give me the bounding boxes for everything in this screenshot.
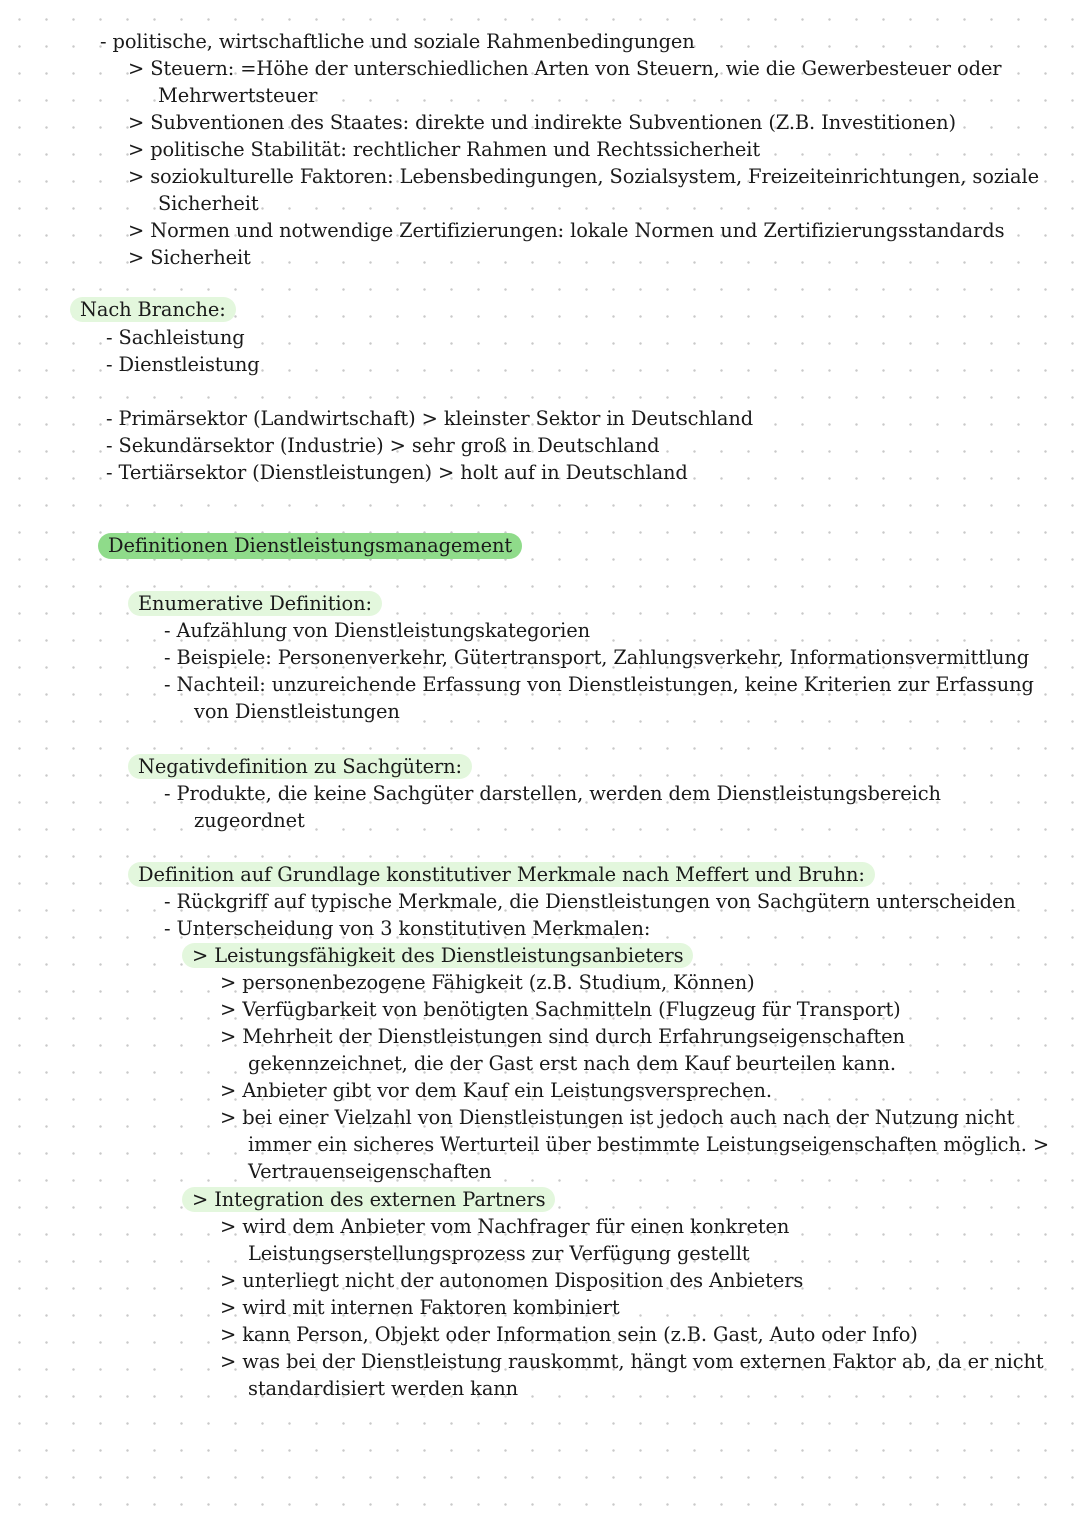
- rahmen-item: > politische Stabilität: rechtlicher Rahmen und Rechtssicherheit: [128, 138, 761, 161]
- merkmal1-item: gekennzeichnet, die der Gast erst nach dem Kauf beurteilen kann.: [248, 1052, 896, 1075]
- merkmal1-item: Vertrauenseigenschaften: [248, 1160, 492, 1183]
- definitionen-heading: [108, 532, 522, 559]
- enumerative-heading-text: Enumerative Definition:: [128, 591, 382, 616]
- definitionen-heading-text: Definitionen Dienstleistungsmanagement: [98, 533, 522, 559]
- konstitutiv-item: - Unterscheidung von 3 konstitutiven Merkmalen:: [164, 917, 651, 940]
- merkmal1-item: > Verfügbarkeit von benötigten Sachmitteln (Flugzeug für Transport): [220, 998, 901, 1021]
- negativ-item: - Produkte, die keine Sachgüter darstellen, werden dem Dienstleistungsbereich: [164, 782, 941, 805]
- enumerative-item: - Aufzählung von Dienstleistungskategorien: [164, 619, 591, 642]
- merkmal2-item: > wird dem Anbieter vom Nachfrager für einen konkreten: [220, 1215, 790, 1238]
- rahmen-item: Sicherheit: [158, 192, 259, 215]
- sector-item: - Tertiärsektor (Dienstleistungen) > holt auf in Deutschland: [106, 461, 688, 484]
- branche-heading-text: Nach Branche:: [70, 297, 236, 322]
- merkmal1-item: > personenbezogene Fähigkeit (z.B. Studium, Können): [220, 971, 755, 994]
- konstitutiv-heading: [138, 861, 875, 888]
- enumerative-item: - Nachteil: unzureichende Erfassung von Dienstleistungen, keine Kriterien zur Erfassung: [164, 673, 1034, 696]
- merkmal1-item: > bei einer Vielzahl von Dienstleistungen ist jedoch auch nach der Nutzung nicht: [220, 1106, 1015, 1129]
- branche-item: - Sachleistung: [106, 326, 245, 349]
- konstitutiv-heading-text: Definition auf Grundlage konstitutiver Merkmale nach Meffert und Bruhn:: [128, 862, 875, 887]
- enumerative-item: von Dienstleistungen: [194, 700, 400, 723]
- merkmal2-label-text: > Integration des externen Partners: [182, 1187, 555, 1212]
- negativ-item: zugeordnet: [194, 809, 305, 832]
- enumerative-heading: [138, 590, 382, 617]
- branche-heading: [80, 296, 236, 323]
- merkmal2-item: Leistungserstellungsprozess zur Verfügung gestellt: [248, 1242, 750, 1265]
- negativ-heading-text: Negativdefinition zu Sachgütern:: [128, 754, 472, 779]
- merkmal2-item: > kann Person, Objekt oder Information sein (z.B. Gast, Auto oder Info): [220, 1323, 918, 1346]
- sector-item: - Primärsektor (Landwirtschaft) > kleinster Sektor in Deutschland: [106, 407, 754, 430]
- merkmal1-item: immer ein sicheres Werturteil über bestimmte Leistungseigenschaften möglich. >: [248, 1133, 1050, 1156]
- merkmal2-item: > wird mit internen Faktoren kombiniert: [220, 1296, 620, 1319]
- enumerative-item: - Beispiele: Personenverkehr, Gütertransport, Zahlungsverkehr, Informationsvermittlung: [164, 646, 1030, 669]
- rahmen-item: > soziokulturelle Faktoren: Lebensbedingungen, Sozialsystem, Freizeiteinrichtungen, soziale: [128, 165, 1039, 188]
- konstitutiv-item: - Rückgriff auf typische Merkmale, die Dienstleistungen von Sachgütern unterscheiden: [164, 890, 1016, 913]
- rahmen-heading: - politische, wirtschaftliche und soziale Rahmenbedingungen: [100, 30, 695, 53]
- rahmen-item: > Normen und notwendige Zertifizierungen: lokale Normen und Zertifizierungsstandards: [128, 219, 1005, 242]
- merkmal2-item: > was bei der Dienstleistung rauskommt, hängt vom externen Faktor ab, da er nicht: [220, 1350, 1044, 1373]
- merkmal1-item: > Anbieter gibt vor dem Kauf ein Leistungsversprechen.: [220, 1079, 772, 1102]
- rahmen-item: Mehrwertsteuer: [158, 84, 318, 107]
- negativ-heading: [138, 753, 472, 780]
- rahmen-item: > Sicherheit: [128, 246, 251, 269]
- merkmal2-item: standardisiert werden kann: [248, 1377, 519, 1400]
- branche-item: - Dienstleistung: [106, 353, 260, 376]
- merkmal-label: [192, 1186, 555, 1213]
- merkmal2-item: > unterliegt nicht der autonomen Disposition des Anbieters: [220, 1269, 804, 1292]
- sector-item: - Sekundärsektor (Industrie) > sehr groß in Deutschland: [106, 434, 660, 457]
- rahmen-item: > Subventionen des Staates: direkte und indirekte Subventionen (Z.B. Investitionen): [128, 111, 956, 134]
- merkmal1-item: > Mehrheit der Dienstleistungen sind durch Erfahrungseigenschaften: [220, 1025, 905, 1048]
- rahmen-item: > Steuern: =Höhe der unterschiedlichen Arten von Steuern, wie die Gewerbesteuer oder: [128, 57, 1002, 80]
- merkmal1-label-text: > Leistungsfähigkeit des Dienstleistungsanbieters: [182, 943, 693, 968]
- merkmal-label: [192, 942, 693, 969]
